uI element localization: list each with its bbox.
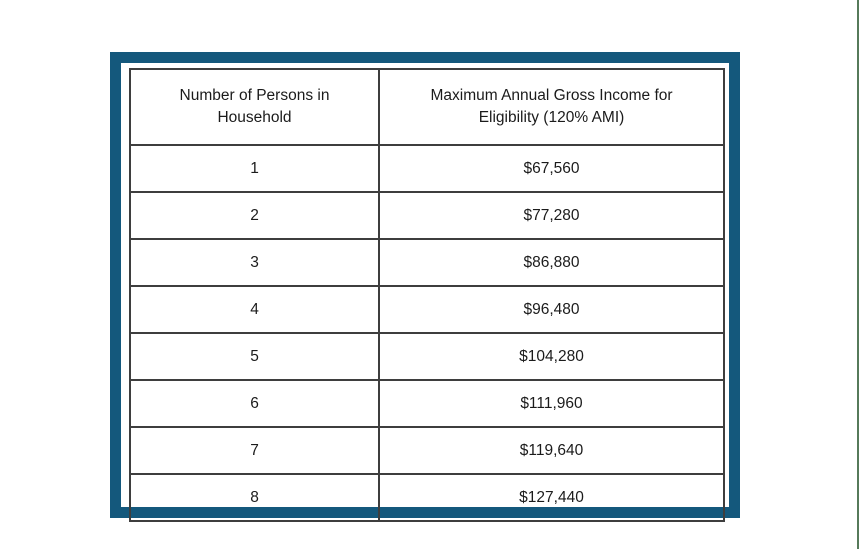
header-row — [130, 69, 724, 145]
cell-persons: 6 — [130, 380, 379, 427]
cell-income: $127,440 — [379, 474, 724, 521]
income-eligibility-table — [129, 68, 725, 522]
table-row — [130, 333, 724, 380]
table-row — [130, 474, 724, 521]
table-row — [130, 427, 724, 474]
cell-income: $111,960 — [379, 380, 724, 427]
cell-income: $67,560 — [379, 145, 724, 192]
table-frame — [110, 52, 740, 518]
table-row — [130, 239, 724, 286]
table-row — [130, 286, 724, 333]
table-row — [130, 192, 724, 239]
table-row — [130, 145, 724, 192]
header-cell-income — [379, 69, 724, 145]
cell-persons: 4 — [130, 286, 379, 333]
cell-persons: 3 — [130, 239, 379, 286]
cell-income: $96,480 — [379, 286, 724, 333]
cell-income: $104,280 — [379, 333, 724, 380]
cell-persons: 1 — [130, 145, 379, 192]
cell-income: $77,280 — [379, 192, 724, 239]
header-persons-label: Number of Persons in Household — [179, 87, 330, 126]
cell-persons: 7 — [130, 427, 379, 474]
table-row — [130, 380, 724, 427]
cell-persons: 5 — [130, 333, 379, 380]
cell-persons: 8 — [130, 474, 379, 521]
cell-income: $86,880 — [379, 239, 724, 286]
header-income-label: Maximum Annual Gross Income for Eligibility (120% AMI) — [430, 87, 673, 126]
cell-persons: 2 — [130, 192, 379, 239]
header-cell-persons — [130, 69, 379, 145]
cell-income: $119,640 — [379, 427, 724, 474]
